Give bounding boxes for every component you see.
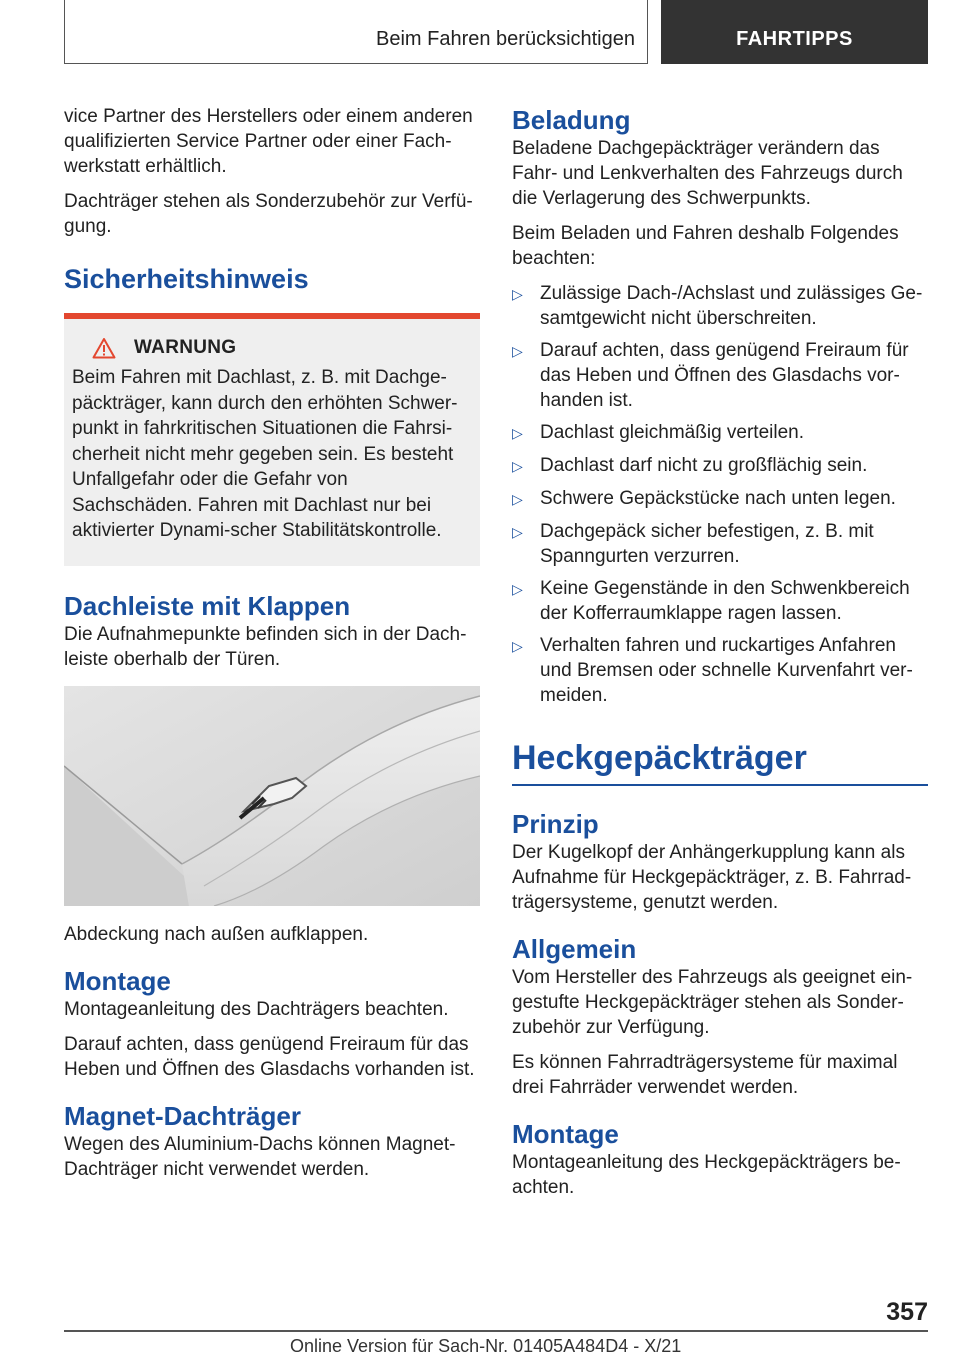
list-item xyxy=(512,576,928,626)
warning-label: WARNUNG xyxy=(134,337,237,358)
beladung-p2: Beim Beladen und Fahren deshalb Folgendes beachten: xyxy=(512,223,899,269)
triangle-bullet-icon: ▷ xyxy=(512,343,523,359)
safety-section-title xyxy=(64,263,480,295)
beladung-list xyxy=(512,281,928,708)
intro-paragraph-1: vice Partner des Herstellers oder einem anderen qualifizierten Service Partner oder einer Fach-werkstatt erhältlich. xyxy=(64,106,473,177)
beladung-heading: Beladung xyxy=(512,105,631,135)
triangle-bullet-icon: ▷ xyxy=(512,524,523,540)
triangle-bullet-icon: ▷ xyxy=(512,638,523,654)
list-item-text: Darauf achten, dass genügend Freiraum für das Heben und Öffnen des Glasdachs vor-handen ist. xyxy=(540,340,909,411)
footer-rule xyxy=(64,1330,928,1332)
triangle-bullet-icon: ▷ xyxy=(512,458,523,474)
list-item xyxy=(512,633,928,708)
safety-heading: Sicherheitshinweis xyxy=(64,264,309,294)
allgemein-p2: Es können Fahrradträgersysteme für maximal drei Fahrräder verwendet werden. xyxy=(512,1052,898,1098)
warning-text: Beim Fahren mit Dachlast, z. B. mit Dachge-päckträger, kann durch den erhöhten Schwer-punkt in fahrkritischen Situationen die Fahrsi-cherheit nicht mehr gegeben sein. Es besteht Unfallgefahr oder die Gefahr von Sachschäden. Fahren mit Dachlast nur bei aktivierter Dynami-scher Stabilitätskontrolle. xyxy=(72,367,458,541)
list-item xyxy=(512,486,928,512)
heck-heading: Heckgepäckträger xyxy=(512,739,807,777)
prinzip-text: Der Kugelkopf der Anhängerkupplung kann als Aufnahme für Heckgepäckträger, z. B. Fahrrad-trägersysteme, genutzt werden. xyxy=(512,842,912,913)
list-item xyxy=(512,420,928,446)
header-section-title: Beim Fahren berücksichtigen xyxy=(375,28,635,50)
right-column xyxy=(512,104,928,1210)
heck-rule xyxy=(512,784,928,786)
triangle-bullet-icon: ▷ xyxy=(512,425,523,441)
magnet-text: Wegen des Aluminium-Dachs können Magnet-Dachträger nicht verwendet werden. xyxy=(64,1133,456,1180)
montage-left-p1: Montageanleitung des Dachträgers beachten. xyxy=(64,998,449,1020)
montage-right-heading: Montage xyxy=(512,1119,619,1149)
left-column xyxy=(64,104,480,1192)
allgemein-heading: Allgemein xyxy=(512,934,637,964)
beladung-p1: Beladene Dachgepäckträger verändern das Fahr- und Lenkverhalten des Fahrzeugs durch die Verlagerung des Schwerpunkts. xyxy=(512,138,903,209)
warning-header xyxy=(72,337,470,359)
warning-triangle-icon xyxy=(92,337,116,359)
list-item-text: Keine Gegenstände in den Schwenkbereich der Kofferraumklappe ragen lassen. xyxy=(540,578,910,624)
triangle-bullet-icon: ▷ xyxy=(512,581,523,597)
intro-paragraph-2: Dachträger stehen als Sonderzubehör zur Verfü-gung. xyxy=(64,191,473,237)
montage-left-p2: Darauf achten, dass genügend Freiraum für das Heben und Öffnen des Glasdachs vorhanden ist. xyxy=(64,1033,475,1080)
list-item-text: Dachgepäck sicher befestigen, z. B. mit Spanngurten verzurren. xyxy=(540,521,874,567)
montage-right-text: Montageanleitung des Heckgepäckträgers be-achten. xyxy=(512,1152,901,1198)
prinzip-heading: Prinzip xyxy=(512,809,599,839)
allgemein-p1: Vom Hersteller des Fahrzeugs als geeignet ein-gestufte Heckgepäckträger stehen als Sonder-zubehör zur Verfügung. xyxy=(512,967,913,1038)
list-item xyxy=(512,281,928,331)
list-item xyxy=(512,453,928,479)
warning-body xyxy=(64,319,480,566)
list-item-text: Dachlast gleichmäßig verteilen. xyxy=(540,422,805,443)
photo-caption: Abdeckung nach außen aufklappen. xyxy=(64,923,369,945)
page-number: 357 xyxy=(886,1298,928,1326)
triangle-bullet-icon: ▷ xyxy=(512,491,523,507)
heck-section-title xyxy=(512,738,928,786)
list-item-text: Schwere Gepäckstücke nach unten legen. xyxy=(540,488,896,509)
triangle-bullet-icon: ▷ xyxy=(512,286,523,302)
list-item xyxy=(512,519,928,569)
list-item xyxy=(512,338,928,413)
roof-rail-photo xyxy=(64,686,480,906)
list-item-text: Zulässige Dach-/Achslast und zulässiges Ge-samtgewicht nicht überschreiten. xyxy=(540,283,923,329)
list-item-text: Dachlast darf nicht zu großflächig sein. xyxy=(540,455,868,476)
dachleiste-text: Die Aufnahmepunkte befinden sich in der Dach-leiste oberhalb der Türen. xyxy=(64,623,467,670)
online-version-text: Online Version für Sach-Nr. 01405A484D4 - X/21 xyxy=(290,1336,682,1356)
montage-left-heading: Montage xyxy=(64,965,171,996)
page-header xyxy=(64,0,928,64)
magnet-heading: Magnet-Dachträger xyxy=(64,1100,301,1131)
warning-box xyxy=(64,313,480,566)
list-item-text: Verhalten fahren und ruckartiges Anfahren und Bremsen oder schnelle Kurvenfahrt ver-meiden. xyxy=(540,635,913,706)
dachleiste-heading: Dachleiste mit Klappen xyxy=(64,590,351,621)
header-section-box xyxy=(64,0,648,64)
header-chapter-title: FAHRTIPPS xyxy=(736,28,853,50)
header-chapter-box xyxy=(661,0,928,64)
